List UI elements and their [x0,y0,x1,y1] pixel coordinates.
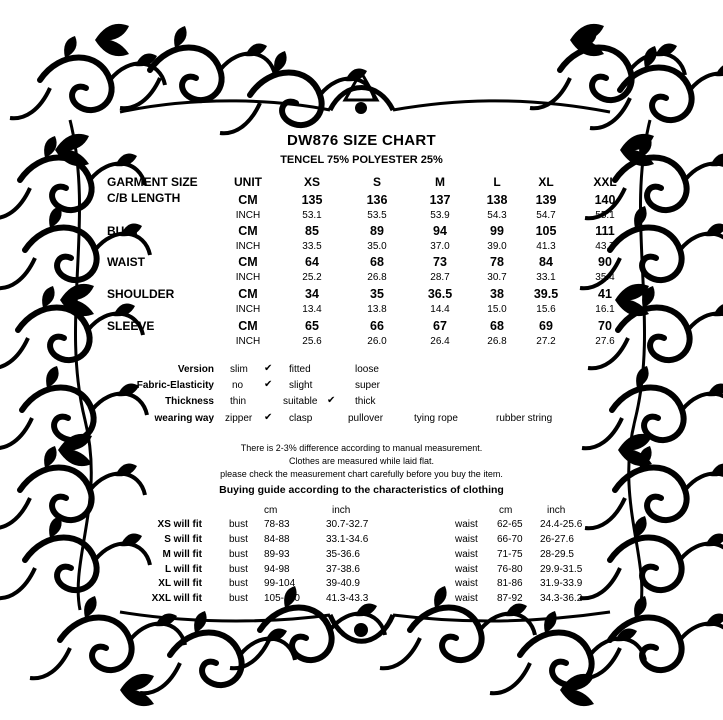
cm-value: 64 [305,255,319,269]
unit-inch: INCH [235,241,261,252]
unit-inch: INCH [235,272,261,283]
guide-bust-cm: 94-98 [264,564,290,575]
checkmark-icon: ✔ [264,363,273,374]
inch-value: 53.1 [302,210,322,221]
guide-bust-label: bust [229,549,248,560]
guide-bust-cm: 99-104 [264,578,296,589]
inch-value: 41.3 [536,241,556,252]
cm-value: 94 [433,224,447,238]
cm-value: 90 [598,255,612,269]
bottom-ornament [30,586,723,706]
guide-waist-inch: 28-29.5 [540,549,574,560]
inch-value: 54.3 [487,210,507,221]
guide-bust-cm: 84-88 [264,534,290,545]
size-xl-header: XL [538,175,554,189]
option-zipper: zipper [225,413,253,424]
cm-value: 70 [598,319,612,333]
cm-value: 69 [539,319,553,333]
unit-cm: CM [238,193,258,207]
guide-bust-label: bust [229,564,248,575]
material-composition: TENCEL 75% POLYESTER 25% [280,154,443,166]
top-ornament [10,24,723,133]
inch-value: 15.0 [487,304,507,315]
guide-bust-inch: 35-36.6 [326,549,360,560]
guide-waist-cm: 87-92 [497,593,523,604]
checkmark-icon: ✔ [264,412,273,423]
unit-inch: INCH [235,336,261,347]
cm-value: 35 [370,287,384,301]
guide-fit-xs: XS will fit [157,519,202,530]
guide-bust-label: bust [229,578,248,589]
cm-value: 135 [301,193,323,207]
buying-guide-title: Buying guide according to the characteristics of clothing [219,484,504,496]
size-l-header: L [493,175,501,189]
guide-bust-inch: 30.7-32.7 [326,519,369,530]
guide-bust-label: bust [229,534,248,545]
characteristic-label-wearing-way: wearing way [154,413,214,424]
inch-value: 26.8 [487,336,507,347]
guide-waist-inch: 24.4-25.6 [540,519,583,530]
inch-value: 27.2 [536,336,556,347]
row-label-shoulder: SHOULDER [107,287,175,301]
guide-waist-label: waist [455,578,478,589]
option-rubber-string: rubber string [496,413,553,424]
cm-value: 85 [305,224,319,238]
cm-value: 137 [429,193,451,207]
inch-value: 27.6 [595,336,615,347]
cm-value: 84 [539,255,553,269]
guide-waist-label: waist [455,564,478,575]
checkmark-icon: ✔ [264,379,273,390]
cm-value: 73 [433,255,447,269]
inch-value: 26.8 [367,272,387,283]
option-slim: slim [230,364,248,375]
inch-value: 55.1 [595,210,615,221]
row-label-bust: BUST [107,224,140,238]
option-slight: slight [289,380,313,391]
cm-value: 36.5 [427,287,453,301]
guide-fit-s: S will fit [164,534,202,545]
inch-value: 26.0 [367,336,387,347]
unit-cm: CM [238,224,258,238]
guide-waist-label: waist [455,593,478,604]
cm-value: 99 [490,224,504,238]
cm-value: 138 [486,193,508,207]
option-pullover: pullover [348,413,384,424]
cm-value: 140 [594,193,616,207]
guide-waist-label: waist [455,534,478,545]
unit-inch: INCH [235,210,261,221]
option-fitted: fitted [289,364,311,375]
guide-waist-inch: 34.3-36.2 [540,593,583,604]
unit-cm: CM [238,287,258,301]
inch-value: 13.4 [302,304,322,315]
inch-value: 33.1 [536,272,556,283]
inch-value: 13.8 [367,304,387,315]
inch-value: 30.7 [487,272,507,283]
guide-bust-cm: 89-93 [264,549,290,560]
characteristic-label-version: Version [177,364,214,375]
inch-value: 16.1 [595,304,615,315]
guide-bust-inch-header: inch [332,505,351,516]
inch-value: 25.6 [302,336,322,347]
size-xs-header: XS [303,175,320,189]
guide-waist-cm: 62-65 [497,519,523,530]
unit-cm: CM [238,319,258,333]
cm-value: 41 [598,287,612,301]
guide-waist-inch: 31.9-33.9 [540,578,583,589]
guide-bust-inch: 37-38.6 [326,564,360,575]
cm-value: 105 [535,224,557,238]
chart-title: DW876 SIZE CHART [287,132,436,149]
option-super: super [355,380,381,391]
guide-fit-l: L will fit [164,564,202,575]
cm-value: 38 [490,287,504,301]
guide-bust-inch: 33.1-34.6 [326,534,369,545]
inch-value: 25.2 [302,272,322,283]
inch-value: 54.7 [536,210,556,221]
characteristic-label-thickness: Thickness [165,396,214,407]
row-label-cb-length: C/B LENGTH [107,191,181,205]
guide-bust-inch: 39-40.9 [326,578,360,589]
guide-fit-m: M will fit [162,549,202,560]
note-measurement-difference: There is 2-3% difference according to manual measurement. [240,443,483,453]
option-tying-rope: tying rope [414,413,458,424]
unit-inch: INCH [235,304,261,315]
guide-bust-label: bust [229,593,248,604]
option-clasp: clasp [289,413,313,424]
inch-value: 15.6 [536,304,556,315]
guide-waist-cm: 66-70 [497,534,523,545]
guide-waist-cm-header: cm [499,505,513,516]
inch-value: 39.0 [487,241,507,252]
cm-value: 89 [370,224,384,238]
checkmark-icon: ✔ [327,395,336,406]
option-loose: loose [355,364,379,375]
cm-value: 111 [595,224,615,238]
size-xxl-header: XXL [593,175,617,189]
cm-value: 68 [490,319,504,333]
characteristic-label-fabric-elasticity: Fabric-Elasticity [136,380,214,391]
inch-value: 28.7 [430,272,450,283]
cm-value: 34 [305,287,319,301]
inch-value: 26.4 [430,336,450,347]
guide-bust-cm: 105-110 [264,593,300,604]
guide-bust-cm: 78-83 [264,519,290,530]
guide-fit-xxl: XXL will fit [151,593,202,604]
option-suitable: suitable [283,396,318,407]
unit-cm: CM [238,255,258,269]
note-check-chart: please check the measurement chart carefully before you buy the item. [220,469,503,479]
guide-waist-label: waist [455,549,478,560]
guide-bust-label: bust [229,519,248,530]
option-thick: thick [355,396,376,407]
guide-waist-label: waist [455,519,478,530]
inch-value: 43.7 [595,241,615,252]
size-s-header: S [372,175,381,189]
cm-value: 67 [433,319,447,333]
inch-value: 53.5 [367,210,387,221]
inch-value: 35.0 [367,241,387,252]
guide-waist-inch: 29.9-31.5 [540,564,583,575]
cm-value: 68 [370,255,384,269]
row-label-waist: WAIST [107,255,145,269]
note-laid-flat: Clothes are measured while laid flat. [288,456,435,466]
guide-waist-cm: 81-86 [497,578,523,589]
option-thin: thin [230,396,247,407]
guide-waist-inch: 26-27.6 [540,534,574,545]
cm-value: 65 [305,319,319,333]
guide-waist-cm: 71-75 [497,549,523,560]
cm-value: 39.5 [533,287,559,301]
cm-value: 139 [535,193,557,207]
size-m-header: M [435,175,445,189]
inch-value: 33.5 [302,241,322,252]
row-label-sleeve: SLEEVE [107,319,155,333]
inch-value: 14.4 [430,304,450,315]
guide-waist-cm: 76-80 [497,564,523,575]
inch-value: 53.9 [430,210,450,221]
guide-waist-inch-header: inch [547,505,566,516]
cm-value: 78 [490,255,504,269]
garment-size-header: GARMENT SIZE [107,175,198,189]
guide-fit-xl: XL will fit [158,578,202,589]
guide-bust-cm-header: cm [264,505,278,516]
cm-value: 136 [366,193,388,207]
inch-value: 37.0 [430,241,450,252]
guide-bust-inch: 41.3-43.3 [326,593,369,604]
unit-header: UNIT [234,175,262,189]
inch-value: 35.4 [595,272,615,283]
cm-value: 66 [370,319,384,333]
option-no: no [232,380,244,391]
